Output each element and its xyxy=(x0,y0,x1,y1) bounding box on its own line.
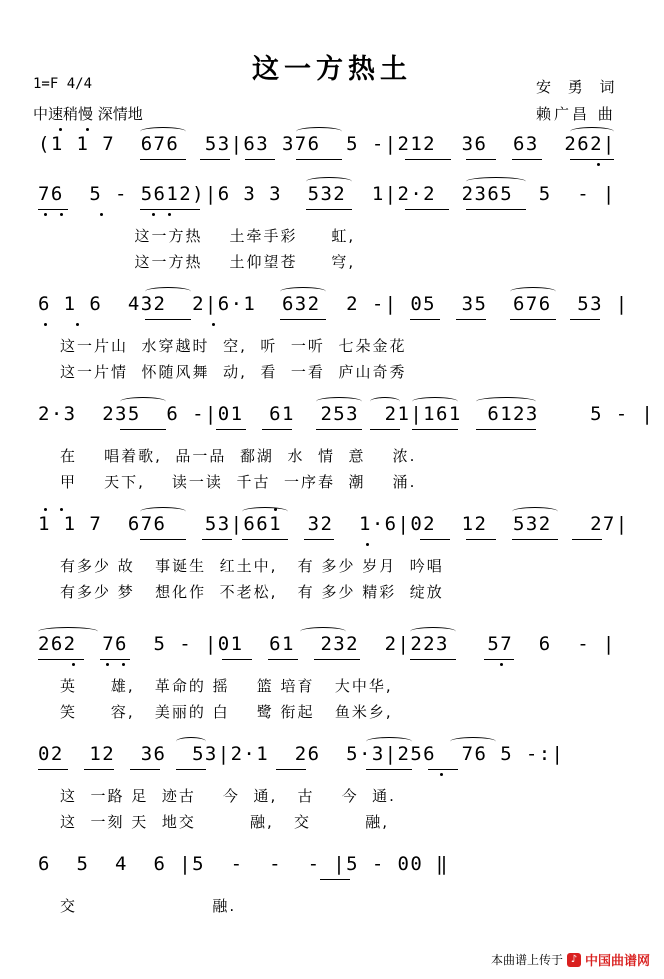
low-octave-dot xyxy=(100,213,103,216)
low-octave-dot xyxy=(366,543,369,546)
slur-mark xyxy=(176,737,206,746)
lyrics-verse-1: 这一方热 土牵手彩 虹, xyxy=(60,227,356,245)
low-octave-dot xyxy=(76,323,79,326)
low-octave-dot xyxy=(106,663,109,666)
slur-mark xyxy=(570,127,614,136)
underline-mark xyxy=(456,319,486,320)
slur-mark xyxy=(366,737,412,746)
slur-mark xyxy=(38,627,98,636)
low-octave-dot xyxy=(60,213,63,216)
high-octave-dot xyxy=(274,508,277,511)
underline-mark xyxy=(306,209,352,210)
underline-mark xyxy=(510,319,556,320)
low-octave-dot xyxy=(500,663,503,666)
underline-mark xyxy=(405,159,451,160)
underline-mark xyxy=(570,319,600,320)
underline-mark xyxy=(370,429,400,430)
upload-footer xyxy=(491,950,650,969)
underline-mark xyxy=(242,539,288,540)
site-name[interactable]: 中国曲谱网 xyxy=(584,954,650,969)
slur-mark xyxy=(145,287,191,296)
site-logo-icon: ♪ xyxy=(567,953,581,967)
underline-mark xyxy=(84,769,114,770)
tempo-marking: 中速稍慢 深情地 xyxy=(33,105,143,123)
underline-mark xyxy=(276,769,306,770)
low-octave-dot xyxy=(122,663,125,666)
underline-mark xyxy=(512,539,558,540)
slur-mark xyxy=(466,177,526,186)
slur-mark xyxy=(512,507,558,516)
underline-mark xyxy=(145,319,191,320)
underline-mark xyxy=(216,429,246,430)
underline-mark xyxy=(428,769,458,770)
low-octave-dot xyxy=(168,213,171,216)
underline-mark xyxy=(38,659,84,660)
underline-mark xyxy=(38,769,68,770)
slur-mark xyxy=(280,287,326,296)
underline-mark xyxy=(466,539,496,540)
underline-mark xyxy=(140,539,186,540)
underline-mark xyxy=(314,659,360,660)
low-octave-dot xyxy=(597,163,600,166)
underline-mark xyxy=(140,209,200,210)
underline-mark xyxy=(466,159,496,160)
low-octave-dot xyxy=(44,213,47,216)
notation-line: 02 12 36 53|2·1 26 5·3|256 76 5 -:| xyxy=(38,743,565,765)
slur-mark xyxy=(410,627,456,636)
slur-mark xyxy=(476,397,536,406)
underline-mark xyxy=(280,319,326,320)
high-octave-dot xyxy=(86,128,89,131)
underline-mark xyxy=(570,159,614,160)
underline-mark xyxy=(140,159,186,160)
low-octave-dot xyxy=(152,213,155,216)
underline-mark xyxy=(484,659,514,660)
lyricist-credit: 安 勇 词 xyxy=(536,78,621,96)
lyrics-verse-2: 笑 容, 美丽的 白 鹭 衔起 鱼米乡, xyxy=(60,703,393,721)
composer-credit: 赖广昌 曲 xyxy=(536,105,616,123)
lyrics-verse-1: 英 雄, 革命的 摇 篮 培育 大中华, xyxy=(60,677,393,695)
underline-mark xyxy=(410,659,456,660)
underline-mark xyxy=(366,769,412,770)
slur-mark xyxy=(510,287,556,296)
slur-mark xyxy=(140,507,186,516)
key-signature: 1=F 4/4 xyxy=(33,76,93,92)
slur-mark xyxy=(296,127,342,136)
lyrics-verse-1: 这 一路 足 迹古 今 通, 古 今 通. xyxy=(60,787,396,805)
underline-mark xyxy=(130,769,160,770)
underline-mark xyxy=(420,539,450,540)
slur-mark xyxy=(242,507,288,516)
underline-mark xyxy=(200,159,230,160)
underline-mark xyxy=(268,659,298,660)
low-octave-dot xyxy=(44,323,47,326)
high-octave-dot xyxy=(59,128,62,131)
slur-mark xyxy=(370,397,400,406)
lyrics-verse-1: 这一片山 水穿越时 空, 听 一听 七朵金花 xyxy=(60,337,407,355)
underline-mark xyxy=(410,319,440,320)
slur-mark xyxy=(450,737,496,746)
underline-mark xyxy=(245,159,275,160)
underline-mark xyxy=(476,429,536,430)
underline-mark xyxy=(100,659,130,660)
underline-mark xyxy=(512,159,542,160)
notation-line: (1 1 7 676 53|63 376 5 -|212 36 63 262| xyxy=(38,133,616,155)
high-octave-dot xyxy=(60,508,63,511)
notation-line: 76 5 - 5612)|6 3 3 532 1|2·2 2365 5 - | xyxy=(38,183,616,205)
underline-mark xyxy=(320,879,350,880)
notation-line: 262 76 5 - |01 61 232 2|223 57 6 - | xyxy=(38,633,616,655)
underline-mark xyxy=(262,429,292,430)
underline-mark xyxy=(412,429,458,430)
underline-mark xyxy=(176,769,206,770)
underline-mark xyxy=(405,209,449,210)
lyrics-verse-2: 甲 天下, 读一读 千古 一序春 潮 涌. xyxy=(60,473,417,491)
lyrics-verse-2: 这一片情 怀随风舞 动, 看 一看 庐山奇秀 xyxy=(60,363,407,381)
underline-mark xyxy=(466,209,526,210)
low-octave-dot xyxy=(440,773,443,776)
low-octave-dot xyxy=(212,323,215,326)
notation-line: 1 1 7 676 53|661 32 1·6|02 12 532 27| xyxy=(38,513,629,535)
underline-mark xyxy=(316,429,362,430)
underline-mark xyxy=(120,429,166,430)
song-title: 这一方热土 xyxy=(252,54,412,85)
upload-note: 本曲谱上传于 xyxy=(490,953,563,967)
slur-mark xyxy=(140,127,186,136)
slur-mark xyxy=(120,397,166,406)
high-octave-dot xyxy=(44,508,47,511)
notation-line: 6 1 6 432 2|6·1 632 2 -| 05 35 676 53 | xyxy=(38,293,629,315)
low-octave-dot xyxy=(72,663,75,666)
lyrics-verse-2: 这一方热 土仰望苍 穹, xyxy=(60,253,356,271)
underline-mark xyxy=(296,159,342,160)
underline-mark xyxy=(38,209,68,210)
slur-mark xyxy=(306,177,352,186)
lyrics-verse-2: 有多少 梦 想化作 不老松, 有 多少 精彩 绽放 xyxy=(60,583,444,601)
notation-line: 6 5 4 6 |5 - - - |5 - 00 ‖ xyxy=(38,853,449,875)
lyrics-verse-1: 有多少 故 事诞生 红土中, 有 多少 岁月 吟唱 xyxy=(60,557,444,575)
lyrics-verse-2: 这 一刻 天 地交 融, 交 融, xyxy=(60,813,389,831)
notation-line: 2·3 235 6 -|01 61 253 21|161 6123 5 - | xyxy=(38,403,655,425)
lyrics-verse-1: 在 唱着歌, 品一品 鄱湖 水 情 意 浓. xyxy=(60,447,417,465)
slur-mark xyxy=(412,397,458,406)
underline-mark xyxy=(222,659,252,660)
lyrics-verse-1: 交 融. xyxy=(60,897,237,915)
underline-mark xyxy=(572,539,602,540)
slur-mark xyxy=(316,397,362,406)
underline-mark xyxy=(202,539,232,540)
underline-mark xyxy=(304,539,334,540)
slur-mark xyxy=(300,627,346,636)
